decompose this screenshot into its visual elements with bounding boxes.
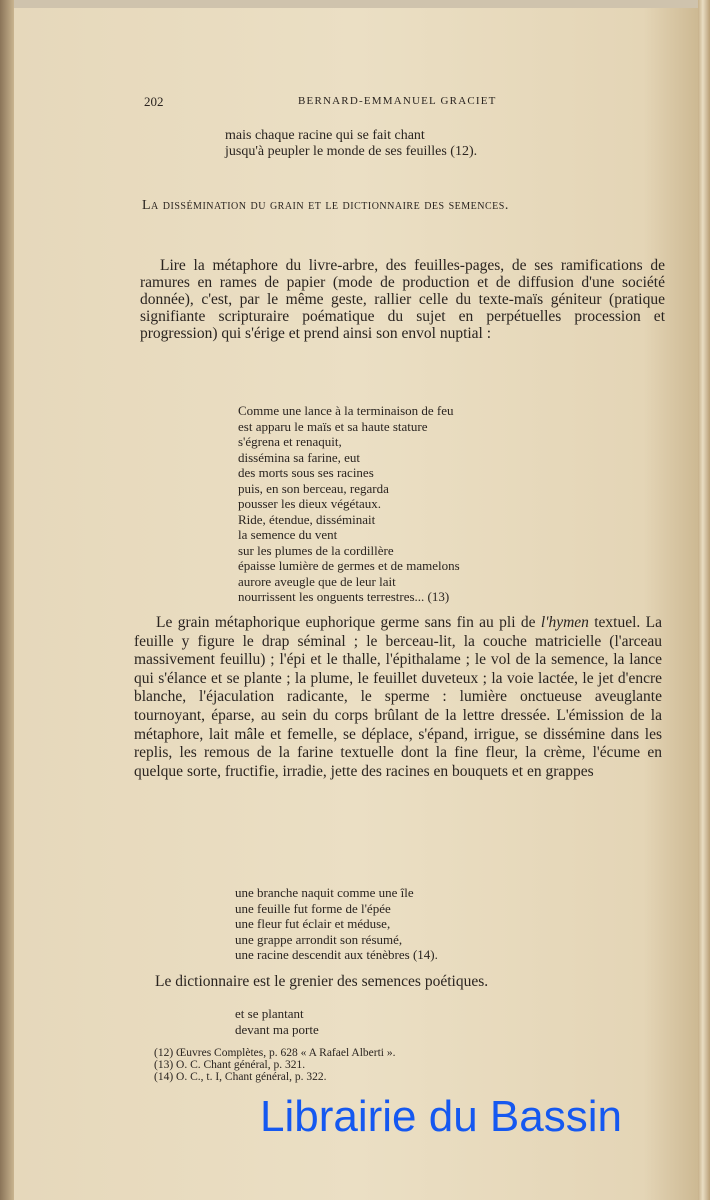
text-run: textuel. La feuille y figure le drap séminal ; le berceau-lit, la couche matricielle (l'arceau massivement feuillu) ; l'épi et le thalle, l'épithalame ; le vol de la semence, la lance qui s'élance et se plante ; la plume, le feuillet duveteux ; la voie lactée, le jet d'encre blanche, l'éjaculation radicante, le sperme : lumière onctueuse aveuglante tournoyant, éparse, au sein du corps brûlant de la lettre dressée. L'émission de la métaphore, lait mâle et femelle, se déplace, s'épand, irrigue, se dissémine dans les replis, les remous de la farine textuelle dont la fine fleur, la crème, l'écume en quelque sorte, fructifie, irradie, jette des racines en bouquets et en grappes xyxy=(134,614,662,780)
verse-line: nourrissent les onguents terrestres... (13) xyxy=(238,589,450,604)
verse-line: mais chaque racine qui se fait chant xyxy=(225,128,425,143)
verse-line: une grappe arrondit son résumé, xyxy=(235,931,403,947)
verse-line: aurore aveugle que de leur lait xyxy=(238,573,396,589)
verse-line: et se plantant xyxy=(235,1006,304,1021)
watermark: Librairie du Bassin xyxy=(260,1092,622,1141)
verse-line: est apparu le maïs et sa haute stature xyxy=(238,418,428,434)
paragraph-text: Lire la métaphore du livre-arbre, des feuilles-pages, de ses ramifications de ramures en rames de papier (mode de production et de diffusion d'une société donnée), c'est, par le même geste, rallier celle du texte-maïs géniteur (pratique signifiante scripturaire poématique du sujet en perpétuelles procession et progression) qui s'érige et prend ainsi son envol nuptial : xyxy=(140,257,665,342)
verse-line: sur les plumes de la cordillère xyxy=(238,542,394,558)
verse-line: épaisse lumière de germes et de mamelons xyxy=(238,558,460,573)
verse-quote-1 xyxy=(225,128,477,160)
verse-line: une branche naquit comme une île xyxy=(235,885,414,900)
page-number: 202 xyxy=(144,94,164,109)
verse-line: la semence du vent xyxy=(238,527,338,542)
verse-line: devant ma porte xyxy=(235,1021,319,1037)
paragraph-text xyxy=(134,614,662,781)
verse-line: dissémina sa farine, eut xyxy=(238,449,361,465)
verse-line: une feuille fut forme de l'épée xyxy=(235,900,391,916)
verse-line: jusqu'à peupler le monde de ses feuilles (12). xyxy=(225,144,478,159)
verse-quote-3 xyxy=(235,885,438,963)
running-head: BERNARD-EMMANUEL GRACIET xyxy=(298,95,497,107)
footnote: (13) O. C. Chant général, p. 321. xyxy=(154,1059,306,1071)
verse-line: Comme une lance à la terminaison de feu xyxy=(238,403,454,418)
footnote: (14) O. C., t. I, Chant général, p. 322. xyxy=(154,1071,327,1083)
verse-line: des morts sous ses racines xyxy=(238,465,374,480)
verse-quote-2 xyxy=(238,403,460,605)
paragraph-1 xyxy=(140,257,665,342)
footnotes xyxy=(154,1047,395,1083)
verse-quote-4 xyxy=(235,1006,319,1037)
page-edges xyxy=(698,0,710,1200)
paragraph-2 xyxy=(134,614,662,781)
italic-term: l'hymen xyxy=(540,614,589,631)
book-spine-edge xyxy=(0,0,14,1200)
footnote: (12) Œuvres Complètes, p. 628 « A Rafael Alberti ». xyxy=(154,1047,396,1059)
paragraph-3: Le dictionnaire est le grenier des semences poétiques. xyxy=(155,973,489,990)
verse-line: une fleur fut éclair et méduse, xyxy=(235,916,391,931)
section-heading: La dissémination du grain et le dictionnaire des semences. xyxy=(142,198,509,213)
verse-line: pousser les dieux végétaux. xyxy=(238,496,381,511)
text-run: Le grain métaphorique euphorique germe sans fin au pli de xyxy=(156,614,541,631)
verse-line: Ride, étendue, disséminait xyxy=(238,511,376,527)
verse-line: puis, en son berceau, regarda xyxy=(238,480,389,496)
verse-line: une racine descendit aux ténèbres (14). xyxy=(235,947,438,962)
verse-line: s'égrena et renaquit, xyxy=(238,434,342,449)
